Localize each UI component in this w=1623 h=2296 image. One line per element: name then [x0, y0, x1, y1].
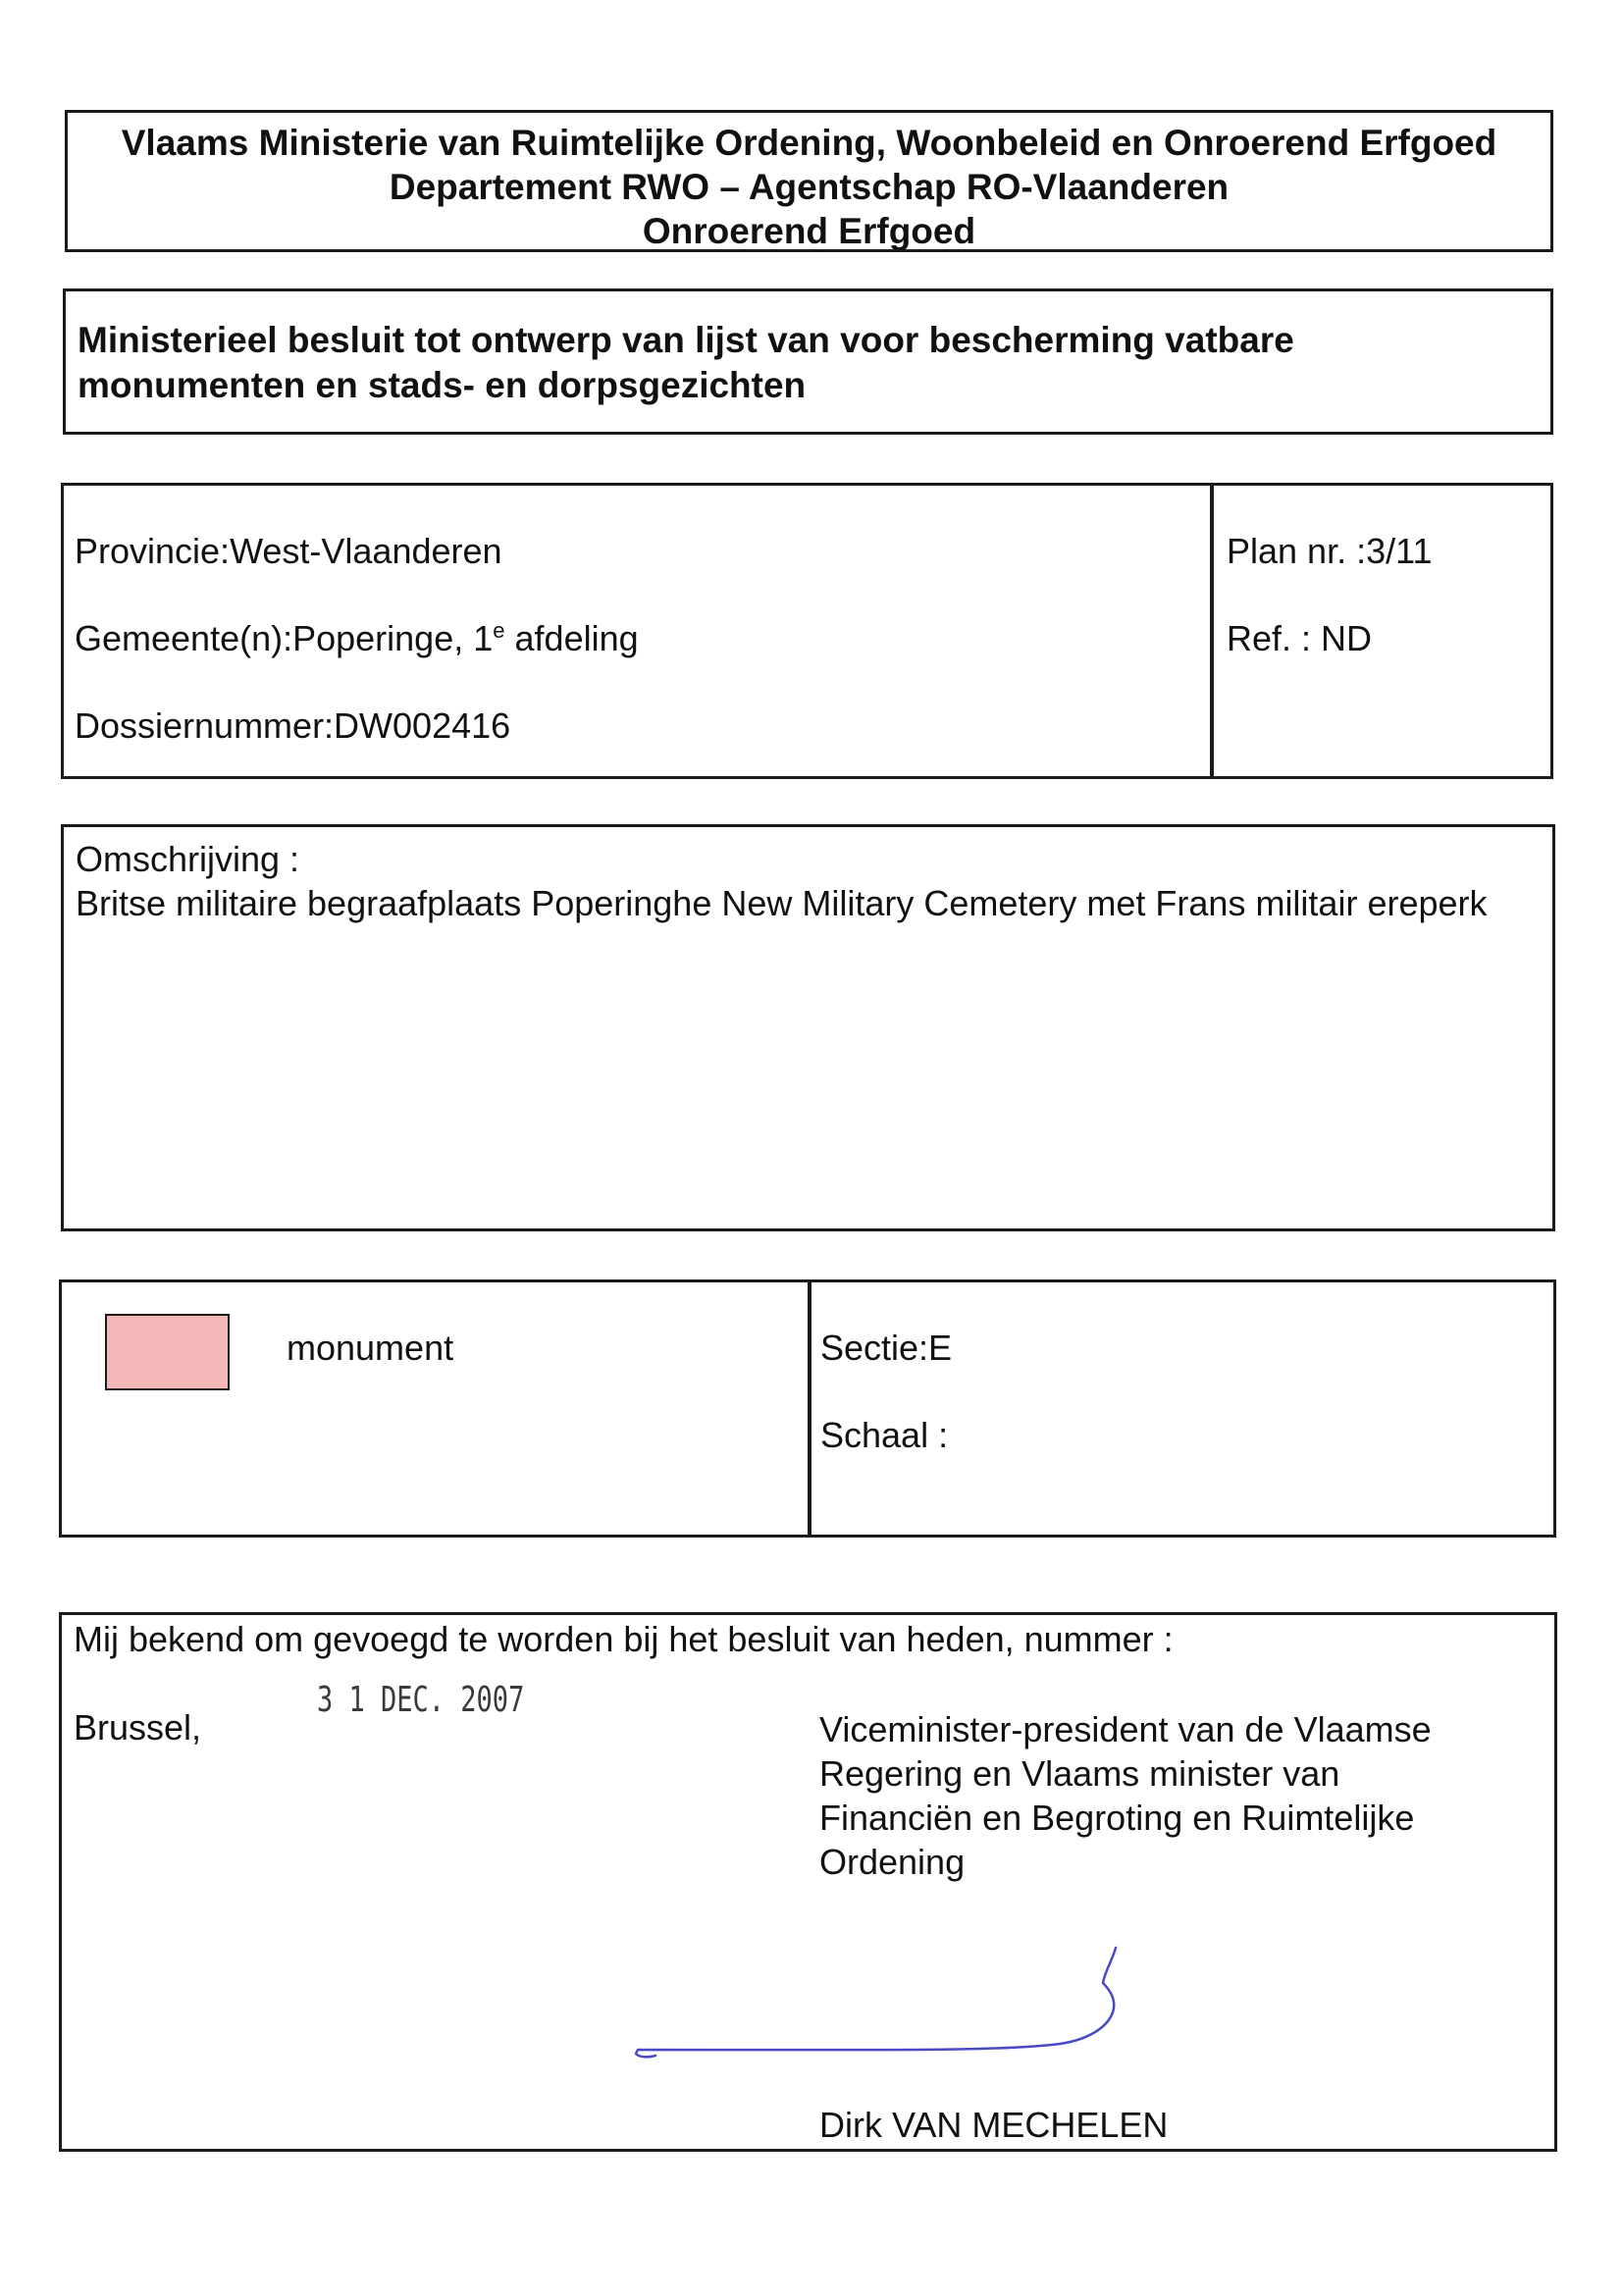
role-line-2: Regering en Vlaams minister van: [819, 1753, 1340, 1794]
department-name: Departement RWO – Agentschap RO-Vlaanderen: [389, 167, 1230, 207]
sectie-section: [809, 1279, 1556, 1538]
place-text: Brussel,: [74, 1707, 202, 1748]
location-section: [61, 483, 1213, 779]
reference-field: Ref. : ND: [1227, 618, 1373, 658]
gemeente-field: [75, 618, 639, 659]
agency-name: Onroerend Erfgoed: [642, 211, 976, 251]
role-line-1: Viceminister-president van de Vlaamse: [819, 1709, 1432, 1749]
gemeente-suffix: afdeling: [504, 618, 639, 658]
plan-section: [1211, 483, 1553, 779]
legend-section: [59, 1279, 811, 1538]
decree-title-line-2: monumenten en stads- en dorpsgezichten: [78, 365, 807, 405]
dossiernummer-field: Dossiernummer:DW002416: [75, 705, 511, 746]
description-text: Britse militaire begraafplaats Poperinghe New Military Cemetery met Frans militair ereperk: [76, 883, 1488, 923]
handwritten-signature: [628, 1938, 1138, 2085]
decree-title: [63, 288, 1553, 435]
description-label: Omschrijving :: [76, 839, 300, 879]
ministry-name: Vlaams Ministerie van Ruimtelijke Ordening, Woonbeleid en Onroerend Erfgoed: [121, 123, 1497, 163]
sectie-field: Sectie:E: [820, 1328, 953, 1368]
monument-legend-swatch: [105, 1314, 230, 1390]
ministry-header: [65, 110, 1553, 252]
date-stamp: 3 1 DEC. 2007: [317, 1680, 525, 1720]
signatory-role: [819, 1707, 1432, 1884]
schaal-field: Schaal :: [820, 1415, 949, 1455]
role-line-4: Ordening: [819, 1842, 966, 1882]
gemeente-text: Gemeente(n):Poperinge, 1: [75, 618, 494, 658]
description-section: [61, 824, 1555, 1231]
statement-text: Mij bekend om gevoegd te worden bij het besluit van heden, nummer :: [74, 1619, 1174, 1659]
decree-title-line-1: Ministerieel besluit tot ontwerp van lijst van voor bescherming vatbare: [78, 320, 1294, 360]
role-line-3: Financiën en Begroting en Ruimtelijke: [819, 1798, 1415, 1838]
plan-number-field: Plan nr. :3/11: [1227, 531, 1433, 571]
signatory-name: Dirk VAN MECHELEN: [819, 2105, 1169, 2145]
legend-label: monument: [287, 1328, 454, 1368]
provincie-field: Provincie:West-Vlaanderen: [75, 531, 502, 571]
gemeente-superscript: e: [493, 618, 505, 643]
